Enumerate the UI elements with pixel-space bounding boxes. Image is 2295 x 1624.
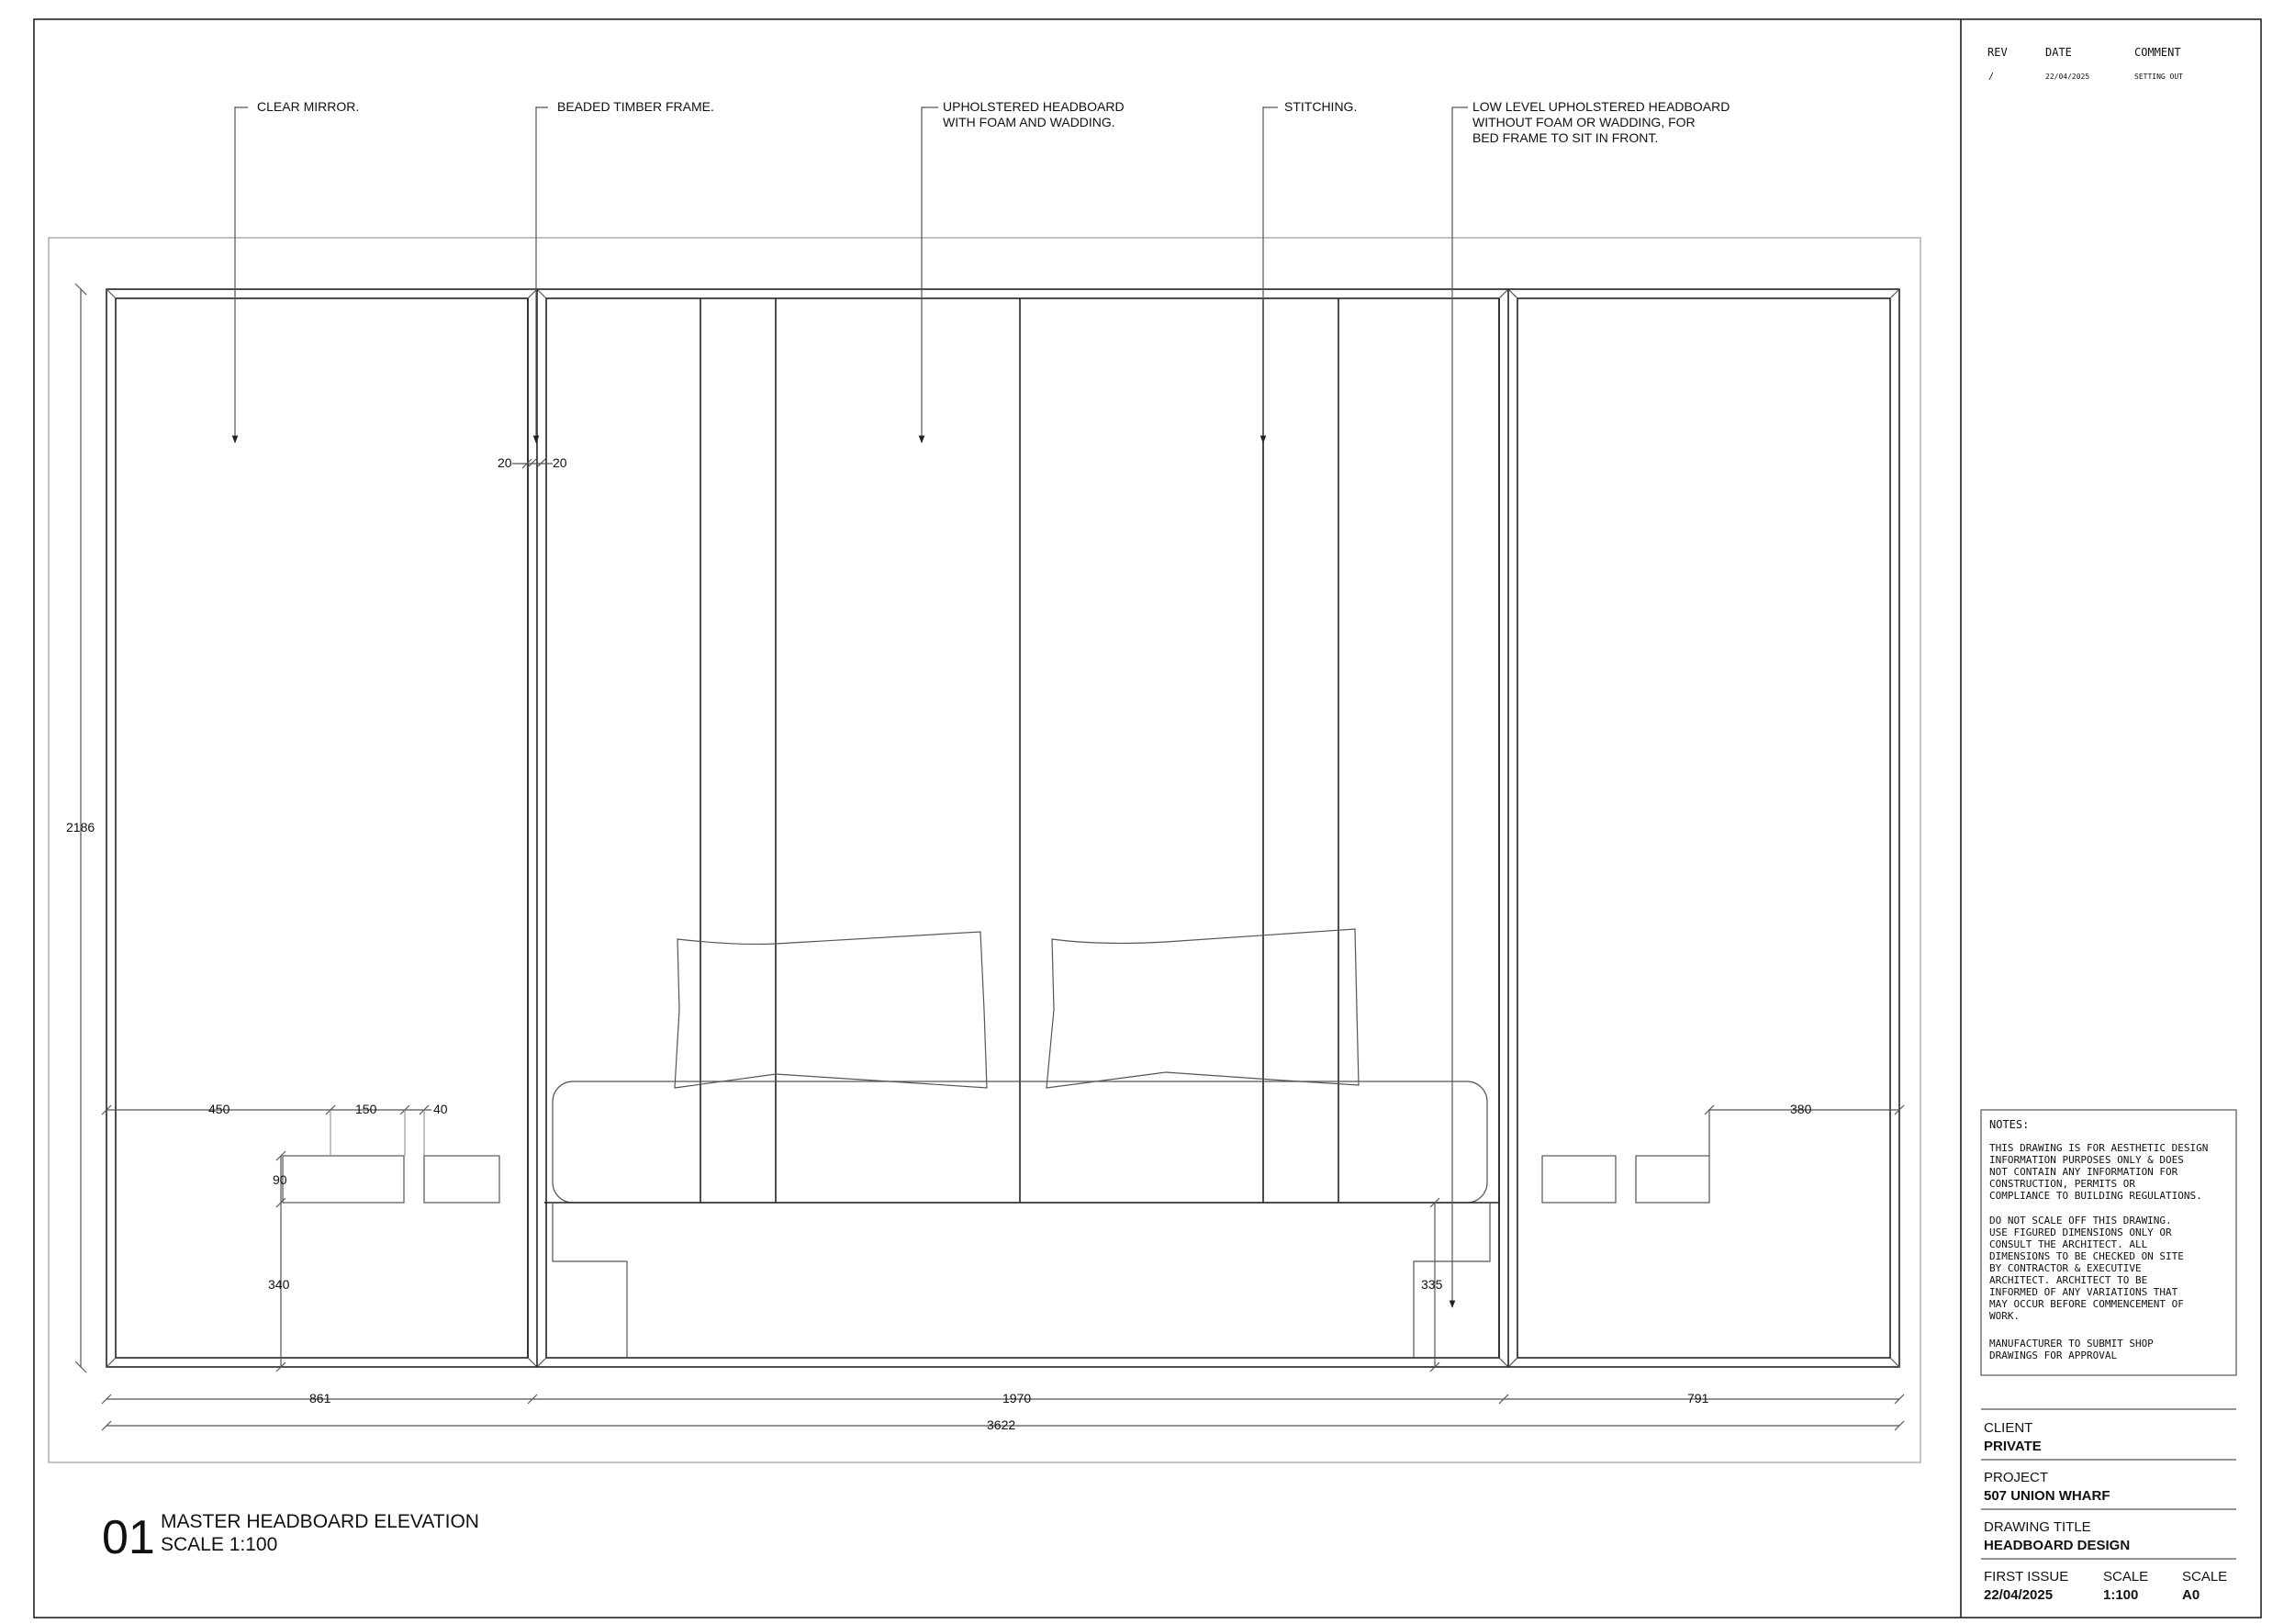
notes-p3-l1: MANUFACTURER TO SUBMIT SHOP (1989, 1338, 2154, 1350)
rev-header-date: DATE (2045, 46, 2072, 59)
dim-table-height: 90 (273, 1172, 287, 1187)
notes-p1-l1: THIS DRAWING IS FOR AESTHETIC DESIGN (1989, 1142, 2209, 1154)
viewport-frame (49, 238, 1920, 1462)
title-block (1981, 1409, 2236, 1603)
scale-value: 1:100 (2103, 1587, 2139, 1603)
annotation-upholstered-1: UPHOLSTERED HEADBOARD (943, 99, 1125, 114)
notes-p2-l7: INFORMED OF ANY VARIATIONS THAT (1989, 1286, 2178, 1298)
dim-left-panel: 861 (309, 1391, 331, 1406)
notes-p2-l3: CONSULT THE ARCHITECT. ALL (1989, 1238, 2148, 1250)
sheet-value: A0 (2182, 1587, 2200, 1603)
dim-table-gap: 40 (433, 1102, 448, 1116)
dim-overall: 3622 (987, 1417, 1016, 1432)
notes-p3-l2: DRAWINGS FOR APPROVAL (1989, 1350, 2118, 1361)
headboard-elevation (106, 289, 1899, 1367)
revision-table (1987, 46, 2183, 82)
dim-frame-left: 20 (498, 455, 512, 470)
rev-header-rev: REV (1987, 46, 2008, 59)
annotation-low-level-3: BED FRAME TO SIT IN FRONT. (1472, 130, 1659, 145)
dim-table-width: 150 (355, 1102, 377, 1116)
notes-p2-l4: DIMENSIONS TO BE CHECKED ON SITE (1989, 1250, 2184, 1262)
dim-table-offset: 450 (208, 1102, 230, 1116)
dim-right-panel: 791 (1687, 1391, 1709, 1406)
annotation-beaded-frame: BEADED TIMBER FRAME. (557, 99, 714, 114)
drawing-number: 01 (102, 1511, 155, 1564)
drawing-title-value: HEADBOARD DESIGN (1984, 1538, 2131, 1553)
notes-p2-l8: MAY OCCUR BEFORE COMMENCEMENT OF (1989, 1298, 2184, 1310)
notes-p2-l9: WORK. (1989, 1310, 2021, 1322)
annotation-clear-mirror: CLEAR MIRROR. (257, 99, 360, 114)
dim-table-elevation: 340 (268, 1277, 290, 1292)
dim-right-table-offset: 380 (1790, 1102, 1812, 1116)
dim-height: 2186 (66, 820, 95, 834)
leader-lines (235, 107, 1468, 1307)
drawing-label-title: MASTER HEADBOARD ELEVATION (161, 1511, 479, 1532)
scale-label: SCALE (2103, 1569, 2149, 1585)
dim-frame-right: 20 (553, 455, 567, 470)
dim-headboard-low: 335 (1421, 1277, 1443, 1292)
notes-p1-l2: INFORMATION PURPOSES ONLY & DOES (1989, 1154, 2184, 1166)
dim-center-panel: 1970 (1002, 1391, 1032, 1406)
annotations (257, 99, 1730, 145)
rev-row-rev: / (1988, 72, 1995, 82)
dimension-labels (66, 455, 1812, 1432)
dimension-lines (75, 284, 1904, 1430)
first-issue-label: FIRST ISSUE (1984, 1569, 2069, 1585)
rev-header-comment: COMMENT (2134, 46, 2181, 59)
annotation-upholstered-2: WITH FOAM AND WADDING. (943, 115, 1115, 129)
notes-p2-l5: BY CONTRACTOR & EXECUTIVE (1989, 1262, 2142, 1274)
sheet-border (34, 19, 2261, 1618)
notes-p2-l1: DO NOT SCALE OFF THIS DRAWING. (1989, 1215, 2172, 1226)
annotation-low-level-1: LOW LEVEL UPHOLSTERED HEADBOARD (1472, 99, 1730, 114)
sheet-label: SCALE (2182, 1569, 2228, 1585)
project-label: PROJECT (1984, 1470, 2049, 1485)
notes-p2-l6: ARCHITECT. ARCHITECT TO BE (1989, 1274, 2148, 1286)
project-value: 507 UNION WHARF (1984, 1488, 2110, 1504)
client-value: PRIVATE (1984, 1439, 2042, 1454)
notes-box (1981, 1110, 2236, 1375)
drawing-label (102, 1511, 479, 1564)
annotation-low-level-2: WITHOUT FOAM OR WADDING, FOR (1472, 115, 1696, 129)
notes-p2-l2: USE FIGURED DIMENSIONS ONLY OR (1989, 1226, 2172, 1238)
first-issue-value: 22/04/2025 (1984, 1587, 2054, 1603)
notes-p1-l4: CONSTRUCTION, PERMITS OR (1989, 1178, 2135, 1190)
rev-row-comment: SETTING OUT (2134, 73, 2183, 81)
annotation-stitching: STITCHING. (1284, 99, 1358, 114)
drawing-label-scale: SCALE 1:100 (161, 1534, 278, 1555)
notes-p1-l3: NOT CONTAIN ANY INFORMATION FOR (1989, 1166, 2178, 1178)
client-label: CLIENT (1984, 1420, 2033, 1436)
rev-row-date: 22/04/2025 (2045, 73, 2090, 81)
drawing-title-label: DRAWING TITLE (1984, 1519, 2091, 1535)
notes-p1-l5: COMPLIANCE TO BUILDING REGULATIONS. (1989, 1190, 2202, 1202)
notes-heading: NOTES: (1989, 1118, 2030, 1131)
